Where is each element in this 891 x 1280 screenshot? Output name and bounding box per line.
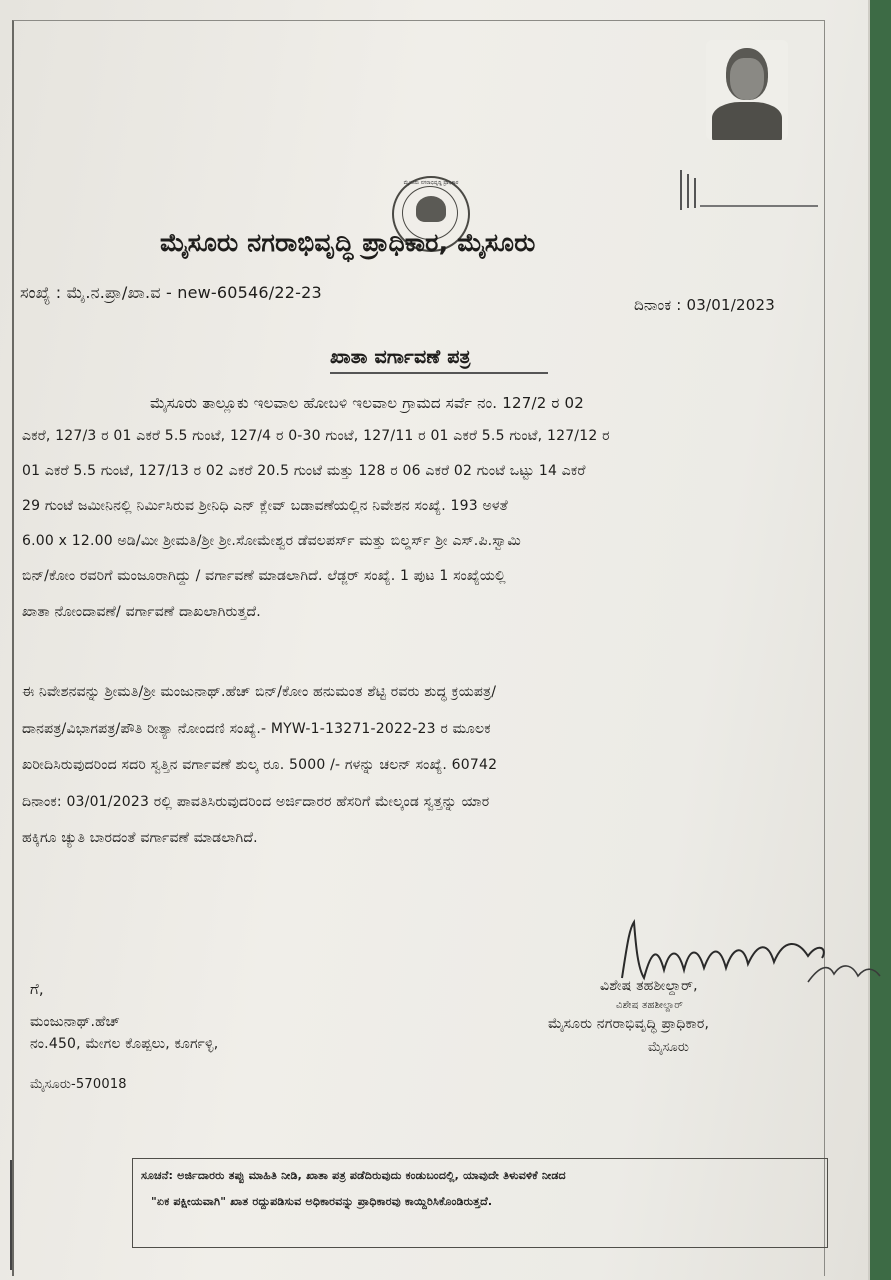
applicant-photo	[706, 40, 788, 140]
recipient-salutation: ಗೆ,	[30, 980, 44, 998]
signatory-designation: ವಿಶೇಷ ತಹಶೀಲ್ದಾರ್,	[600, 978, 698, 994]
authority-name: ಮೈಸೂರು ನಗರಾಭಿವೃದ್ಧಿ ಪ್ರಾಧಿಕಾರ, ಮೈಸೂರು	[160, 228, 536, 257]
recipient-address-line2: ಮೈಸೂರು-570018	[30, 1077, 127, 1092]
recipient-name: ಮಂಜುನಾಥ್.ಹೆಚ್	[30, 1014, 120, 1030]
para2-line: ಖರೀದಿಸಿರುವುದರಿಂದ ಸದರಿ ಸ್ವತ್ತಿನ ವರ್ಗಾವಣೆ ಶುಲ್ಕ ರೂ. 5000 /- ಗಳನ್ನು ಚಲನ್ ಸಂಖ್ಯೆ. 60742	[22, 757, 498, 773]
para2-line: ಈ ನಿವೇಶನವನ್ನು ಶ್ರೀಮತಿ/ಶ್ರೀ ಮಂಜುನಾಥ್.ಹೆಚ್ ಬಿನ್/ಕೋಂ ಹನುಮಂತ ಶೆಟ್ಟಿ ರವರು ಶುದ್ಧ ಕ್ರಯಪತ್ರ/	[22, 684, 497, 700]
para1-line: ಬಿನ್/ಕೋಂ ರವರಿಗೆ ಮಂಜೂರಾಗಿದ್ದು / ವರ್ಗಾವಣೆ ಮಾಡಲಾಗಿದೆ. ಲೆಡ್ಜರ್ ಸಂಖ್ಯೆ. 1 ಪುಟ 1 ಸಂಖ್ಯೆಯಲ್ಲಿ	[22, 568, 506, 584]
title-underline	[330, 372, 548, 374]
signatory-city: ಮೈಸೂರು	[648, 1040, 690, 1055]
margin-marks	[676, 170, 700, 212]
page-edge-mark	[10, 1160, 26, 1270]
notice-line: ಸೂಚನೆ: ಅರ್ಜಿದಾರರು ತಪ್ಪು ಮಾಹಿತಿ ನೀಡಿ, ಖಾತಾ ಪತ್ರ ಪಡೆದಿರುವುದು ಕಂಡುಬಂದಲ್ಲಿ, ಯಾವುದೇ ತಿಳುವಳಿಕೆ ನೀಡದ	[141, 1169, 566, 1182]
recipient-address-line1: ನಂ.450, ಮೇಗಲ ಕೊಪ್ಪಲು, ಕೂರ್ಗಳ್ಳಿ,	[30, 1036, 219, 1052]
reference-number: ಸಂಖ್ಯೆ : ಮೈ.ನ.ಪ್ರಾ/ಖಾ.ವ - new-60546/22-23	[20, 283, 322, 302]
notice-line: "ಏಕ ಪಕ್ಷೀಯವಾಗಿ" ಖಾತ ರದ್ದುಪಡಿಸುವ ಅಧಿಕಾರವನ್ನು ಪ್ರಾಧಿಕಾರವು ಕಾಯ್ದಿರಿಸಿಕೊಂಡಿರುತ್ತದೆ.	[151, 1195, 493, 1208]
para1-line: ಖಾತಾ ನೋಂದಾವಣೆ/ ವರ್ಗಾವಣೆ ದಾಖಲಾಗಿರುತ್ತದೆ.	[22, 604, 261, 620]
para1-line: ಮೈಸೂರು ತಾಲ್ಲೂಕು ಇಲವಾಲ ಹೋಬಳಿ ಇಲವಾಲ ಗ್ರಾಮದ ಸರ್ವೆ ನಂ. 127/2 ರ 02	[150, 394, 585, 412]
document-title: ಖಾತಾ ವರ್ಗಾವಣೆ ಪತ್ರ	[330, 346, 471, 368]
para2-line: ದಿನಾಂಕ: 03/01/2023 ರಲ್ಲಿ ಪಾವತಿಸಿರುವುದರಿಂದ ಅರ್ಜಿದಾರರ ಹೆಸರಿಗೆ ಮೇಲ್ಕಂಡ ಸ್ವತ್ತನ್ನು ಯಾರ	[22, 794, 490, 810]
issue-date: ದಿನಾಂಕ : 03/01/2023	[634, 296, 775, 314]
signatory-stamp-line: ವಿಶೇಷ ತಹಶೀಲ್ದಾರ್	[616, 1000, 684, 1011]
header-rule	[700, 205, 818, 207]
para2-line: ಹಕ್ಕಿಗೂ ಚ್ಯುತಿ ಬಾರದಂತೆ ವರ್ಗಾವಣೆ ಮಾಡಲಾಗಿದೆ.	[22, 830, 258, 846]
para2-line: ದಾನಪತ್ರ/ವಿಭಾಗಪತ್ರ/ಪೌತಿ ರೀತ್ಯಾ ನೋಂದಣಿ ಸಂಖ್ಯೆ.- MYW-1-13271-2022-23 ರ ಮೂಲಕ	[22, 721, 491, 737]
para1-line: 01 ಎಕರೆ 5.5 ಗುಂಟೆ, 127/13 ರ 02 ಎಕರೆ 20.5 ಗುಂಟೆ ಮತ್ತು 128 ರ 06 ಎಕರೆ 02 ಗುಂಟೆ ಒಟ್ಟು 14 ಎಕರೆ	[22, 463, 586, 479]
signatory-office: ಮೈಸೂರು ನಗರಾಭಿವೃದ್ಧಿ ಪ್ರಾಧಿಕಾರ,	[548, 1016, 710, 1032]
para1-line: 6.00 x 12.00 ಅಡಿ/ಮೀ ಶ್ರೀಮತಿ/ಶ್ರೀ ಶ್ರೀ.ಸೋಮೇಶ್ವರ ಡೆವಲಪರ್ಸ್ ಮತ್ತು ಬಿಲ್ಡರ್ಸ್ ಶ್ರೀ ಎಸ್.ಪಿ.ಸ್ವಾಮಿ	[22, 533, 521, 549]
seal-text: ಮೈಸೂರು ನಗರಾಭಿವೃದ್ಧಿ ಪ್ರಾಧಿಕಾರ	[403, 180, 459, 186]
para1-line: 29 ಗುಂಟೆ ಜಮೀನಿನಲ್ಲಿ ನಿರ್ಮಿಸಿರುವ ಶ್ರೀನಿಧಿ ಎನ್ ಕ್ಲೇವ್ ಬಡಾವಣೆಯಲ್ಲಿನ ನಿವೇಶನ ಸಂಖ್ಯೆ. 193 ಅಳತೆ	[22, 498, 508, 514]
para1-line: ಎಕರೆ, 127/3 ರ 01 ಎಕರೆ 5.5 ಗುಂಟೆ, 127/4 ರ 0-30 ಗುಂಟೆ, 127/11 ರ 01 ಎಕರೆ 5.5 ಗುಂಟೆ, 127/12 ರ	[22, 428, 610, 444]
notice-box	[132, 1158, 828, 1248]
